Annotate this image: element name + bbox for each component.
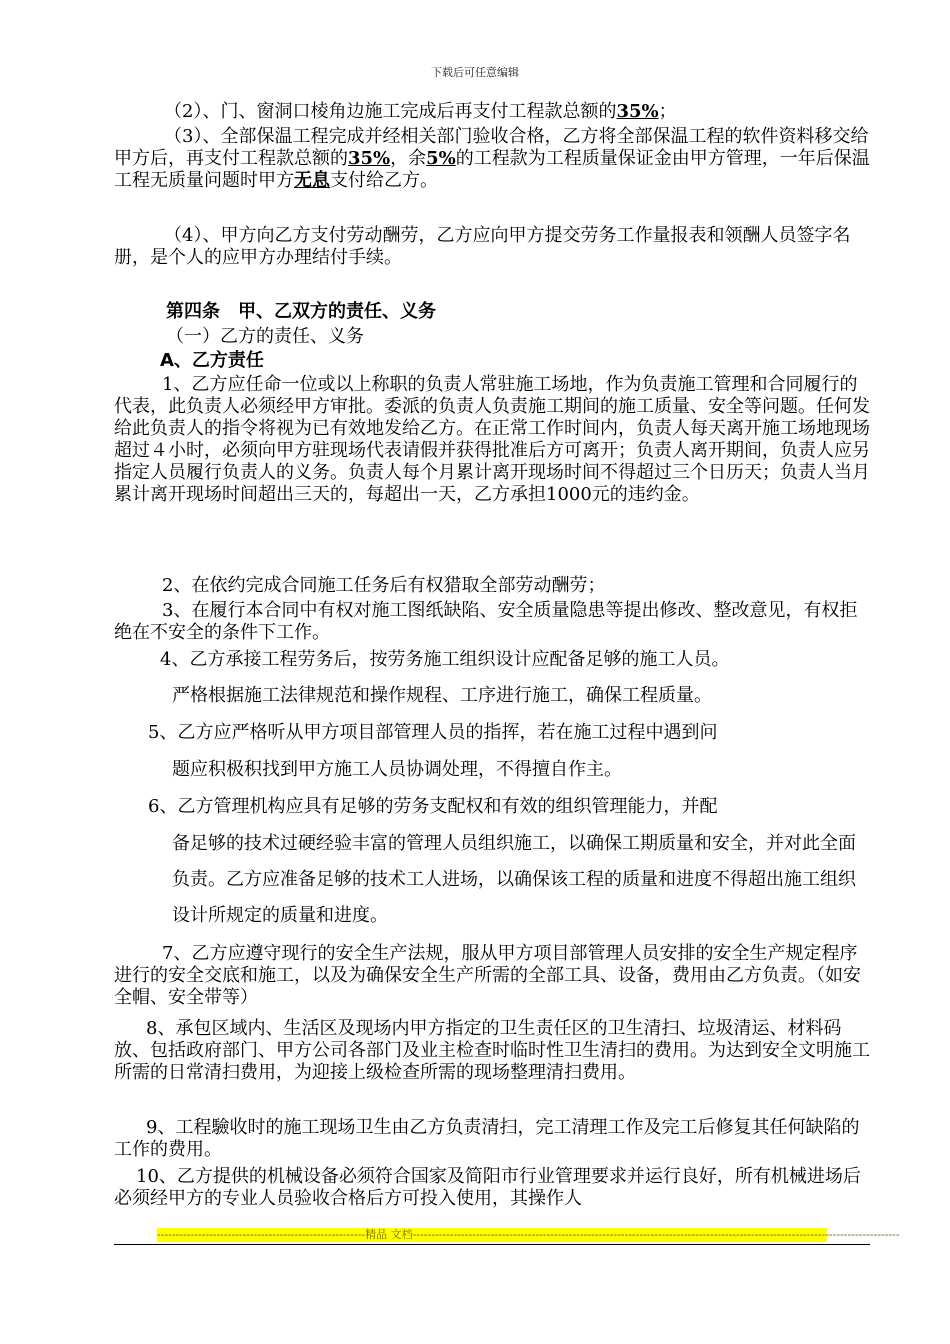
footer-dashes-right: -----------------------------------------------------------------------------------------------------------------------------------	[412, 1228, 900, 1241]
payment-item-3: （3）、全部保温工程完成并经相关部门验收合格，乙方将全部保温工程的软件资料移交给甲方后，再支付工程款总额的35%，余5%的工程款为工程质量保证金由甲方管理，一年后保温工程无质量问题时甲方无息支付给乙方。	[114, 126, 870, 191]
duty-item-5: 5、乙方应严格听从甲方项目部管理人员的指挥，若在施工过程中遇到问	[148, 722, 718, 743]
article-4-title: 第四条 甲、乙双方的责任、义务	[166, 301, 436, 322]
duty-item-2: 2、在依约完成合同施工任务后有权猎取全部劳动酬劳；	[162, 575, 606, 596]
duty-item-6: 6、乙方管理机构应具有足够的劳务支配权和有效的组织管理能力，并配	[148, 796, 718, 817]
footer-dashes-left: --------------------------------------------------------	[157, 1228, 366, 1241]
no-interest-text: 无息	[294, 170, 330, 191]
section-a-title: A、乙方责任	[160, 350, 264, 371]
duty-item-7: 7、乙方应遵守现行的安全生产法规，服从甲方项目部管理人员安排的安全生产规定程序进行的安全交底和施工，以及为确保安全生产所需的全部工具、设备，费用由乙方负责。（如安全帽、安全带等）	[114, 943, 861, 1008]
item3-percent-1: 35%	[348, 148, 391, 169]
payment-item-4: （4）、甲方向乙方支付劳动酬劳，乙方应向甲方提交劳务工作量报表和领酬人员签字名册，是个人的应甲方办理结付手续。	[114, 225, 851, 268]
footer-text: 精品 文档	[365, 1228, 413, 1241]
duty-item-8: 8、承包区域内、生活区及现场内甲方指定的卫生责任区的卫生清扫、垃圾清运、材料码放、包括政府部门、甲方公司各部门及业主检查时临时性卫生清扫的费用。为达到安全文明施工所需的日常清扫费用，为迎接上级检查所需的现场整理清扫费用。	[114, 1018, 870, 1083]
item3-percent-2: 5%	[426, 148, 456, 169]
page-header-note: 下载后可任意编辑	[431, 66, 519, 79]
item2-percent: 35%	[616, 101, 659, 122]
footer-rule	[114, 1244, 870, 1245]
duty-item-1: 1、乙方应任命一位或以上称职的负责人常驻施工场地，作为负责施工管理和合同履行的代表，此负责人必须经甲方审批。委派的负责人负责施工期间的施工质量、安全等问题。任何发给此负责人的指令将视为已有效地发给乙方。在正常工作时间内，负责人每天离开施工场地现场超过４小时，必须向甲方驻现场代表请假并获得批准后方可离开；负责人离开期间，负责人应另指定人员履行负责人的义务。负责人每个月累计离开现场时间不得超过三个日历天；负责人当月累计离开现场时间超出三天的，每超出一天，乙方承担1000元的违约金。	[114, 374, 870, 505]
duty-item-10: 10、乙方提供的机械设备必须符合国家及简阳市行业管理要求并运行良好，所有机械进场后必须经甲方的专业人员验收合格后方可投入使用，其操作人	[114, 1166, 861, 1209]
section-1-title: （一）乙方的责任、义务	[166, 326, 364, 347]
payment-item-2: （2）、门、窗洞口棱角边施工完成后再支付工程款总额的35%；	[164, 101, 677, 122]
duty-item-9: 9、工程驗收时的施工现场卫生由乙方负责清扫，完工清理工作及完工后修复其任何缺陷的工作的费用。	[114, 1117, 860, 1160]
footer-banner	[157, 1228, 900, 1242]
duty-item-6-cont: 备足够的技术过硬经验丰富的管理人员组织施工，以确保工期质量和安全，并对此全面负责。乙方应准备足够的技术工人进场，以确保该工程的质量和进度不得超出施工组织设计所规定的质量和进度。	[172, 833, 856, 926]
duty-item-4: 4、乙方承接工程劳务后，按劳务施工组织设计应配备足够的施工人员。	[160, 649, 730, 670]
duty-item-4-cont: 严格根据施工法律规范和操作规程、工序进行施工，确保工程质量。	[172, 685, 712, 706]
duty-item-3: 3、在履行本合同中有权对施工图纸缺陷、安全质量隐患等提出修改、整改意见，有权拒绝在不安全的条件下工作。	[114, 600, 858, 643]
duty-item-5-cont: 题应积极积找到甲方施工人员协调处理，不得擅自作主。	[172, 759, 622, 780]
